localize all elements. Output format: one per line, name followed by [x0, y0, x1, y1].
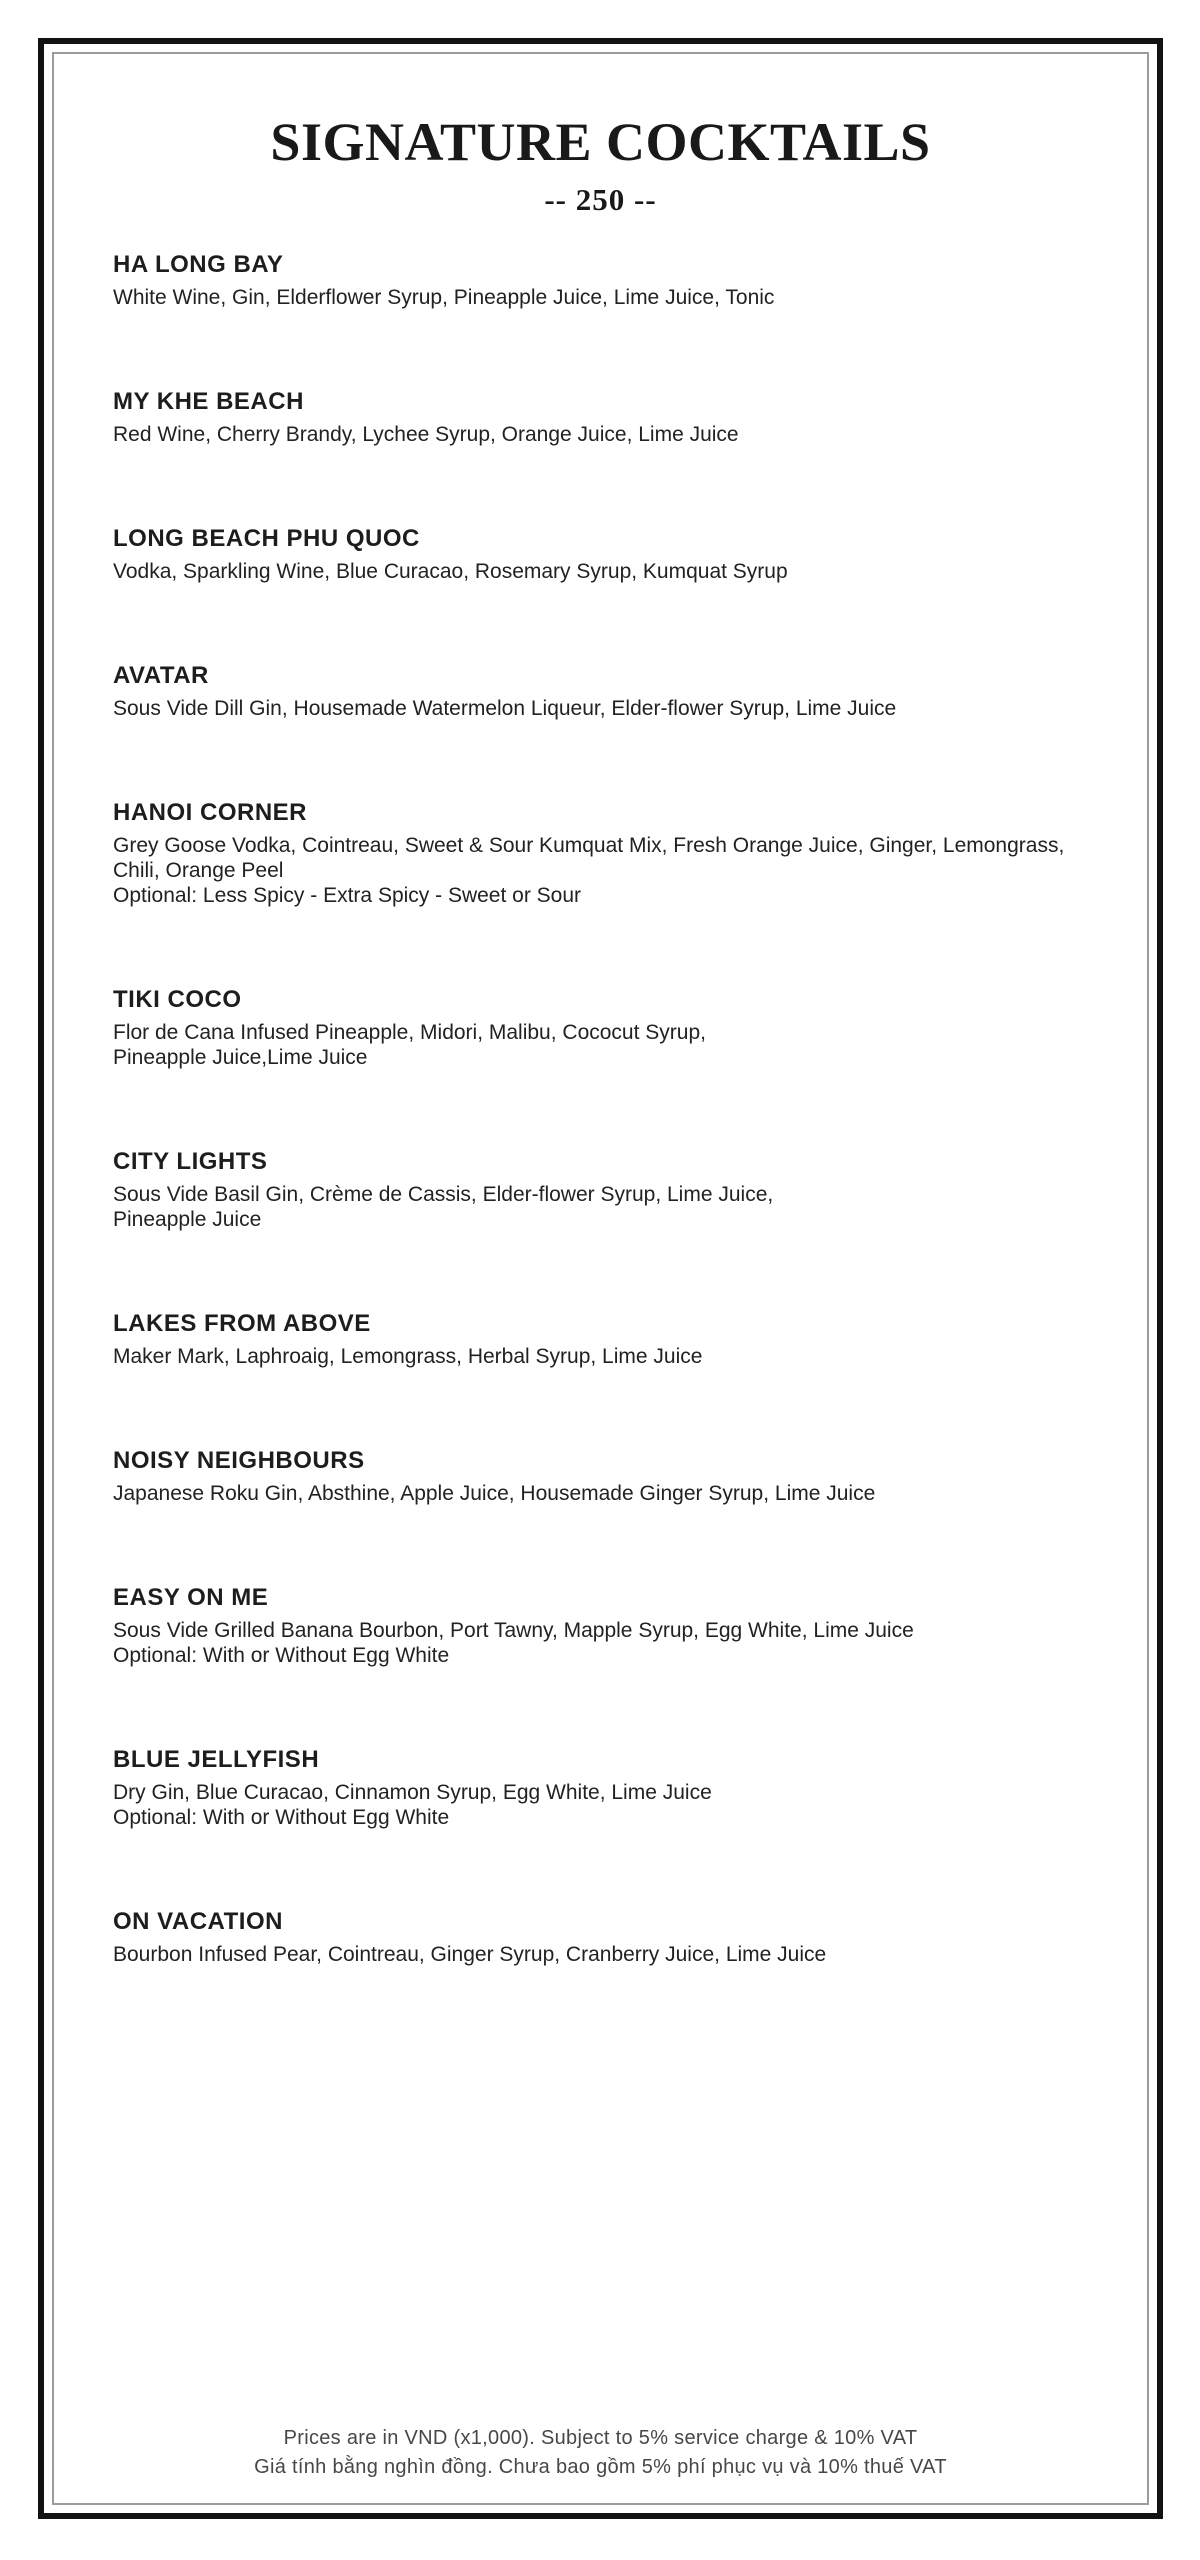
menu-item	[113, 388, 1105, 447]
item-name: ON VACATION	[113, 1907, 283, 1935]
footer-note-english: Prices are in VND (x1,000). Subject to 5% service charge & 10% VAT	[283, 2427, 918, 2449]
menu-item	[113, 525, 1105, 584]
item-ingredients-line: Maker Mark, Laphroaig, Lemongrass, Herbal Syrup, Lime Juice	[113, 1344, 703, 1368]
menu-item	[113, 662, 1105, 721]
menu-price: -- 250 --	[544, 181, 657, 217]
item-ingredients-line: Pineapple Juice,Lime Juice	[113, 1045, 368, 1069]
footer-note-vietnamese: Giá tính bằng nghìn đồng. Chưa bao gồm 5% phí phục vụ và 10% thuế VAT	[254, 2456, 947, 2478]
item-name: MY KHE BEACH	[113, 387, 304, 415]
item-description	[113, 422, 1105, 447]
item-ingredients-line: Red Wine, Cherry Brandy, Lychee Syrup, Orange Juice, Lime Juice	[113, 422, 739, 446]
menu-item	[113, 1148, 1105, 1232]
item-ingredients-line: Bourbon Infused Pear, Cointreau, Ginger Syrup, Cranberry Juice, Lime Juice	[113, 1942, 827, 1966]
item-name: HA LONG BAY	[113, 250, 284, 278]
menu-title: SIGNATURE COCKTAILS	[270, 112, 931, 172]
item-description	[113, 833, 1105, 908]
menu-item	[113, 1447, 1105, 1506]
item-name: BLUE JELLYFISH	[113, 1745, 320, 1773]
item-name: HANOI CORNER	[113, 798, 308, 826]
item-ingredients-line: Vodka, Sparkling Wine, Blue Curacao, Rosemary Syrup, Kumquat Syrup	[113, 559, 788, 583]
item-description	[113, 1618, 1105, 1668]
menu-footer	[54, 2423, 1147, 2483]
menu-items-list	[54, 251, 1147, 1967]
item-description	[113, 1942, 1105, 1967]
item-description	[113, 1020, 1105, 1070]
item-description	[113, 696, 1105, 721]
item-ingredients-line: Chili, Orange Peel	[113, 858, 284, 882]
item-ingredients-line: Optional: With or Without Egg White	[113, 1805, 450, 1829]
item-name: AVATAR	[113, 661, 209, 689]
item-ingredients-line: Sous Vide Dill Gin, Housemade Watermelon Liqueur, Elder-flower Syrup, Lime Juice	[113, 696, 897, 720]
item-description	[113, 285, 1105, 310]
item-ingredients-line: Flor de Cana Infused Pineapple, Midori, Malibu, Cococut Syrup,	[113, 1020, 706, 1044]
item-name: EASY ON ME	[113, 1583, 269, 1611]
item-ingredients-line: Sous Vide Grilled Banana Bourbon, Port Tawny, Mapple Syrup, Egg White, Lime Juice	[113, 1618, 914, 1642]
menu-item	[113, 1310, 1105, 1369]
item-name: LAKES FROM ABOVE	[113, 1309, 371, 1337]
item-description	[113, 1182, 1105, 1232]
item-description	[113, 559, 1105, 584]
menu-item	[113, 1908, 1105, 1967]
menu-item	[113, 986, 1105, 1070]
menu-item	[113, 799, 1105, 908]
item-ingredients-line: Pineapple Juice	[113, 1207, 262, 1231]
item-ingredients-line: Japanese Roku Gin, Absthine, Apple Juice, Housemade Ginger Syrup, Lime Juice	[113, 1481, 876, 1505]
item-description	[113, 1344, 1105, 1369]
item-ingredients-line: Optional: With or Without Egg White	[113, 1643, 450, 1667]
item-ingredients-line: White Wine, Gin, Elderflower Syrup, Pineapple Juice, Lime Juice, Tonic	[113, 285, 775, 309]
menu-inner-border	[52, 52, 1149, 2505]
item-ingredients-line: Grey Goose Vodka, Cointreau, Sweet & Sour Kumquat Mix, Fresh Orange Juice, Ginger, Lemongrass,	[113, 833, 1065, 857]
item-ingredients-line: Dry Gin, Blue Curacao, Cinnamon Syrup, Egg White, Lime Juice	[113, 1780, 712, 1804]
item-description	[113, 1780, 1105, 1830]
item-ingredients-line: Optional: Less Spicy - Extra Spicy - Sweet or Sour	[113, 883, 582, 907]
item-name: NOISY NEIGHBOURS	[113, 1446, 365, 1474]
item-name: TIKI COCO	[113, 985, 242, 1013]
item-name: CITY LIGHTS	[113, 1147, 268, 1175]
menu-outer-border	[38, 38, 1163, 2519]
menu-item	[113, 1746, 1105, 1830]
item-ingredients-line: Sous Vide Basil Gin, Crème de Cassis, Elder-flower Syrup, Lime Juice,	[113, 1182, 774, 1206]
menu-item	[113, 1584, 1105, 1668]
item-name: LONG BEACH PHU QUOC	[113, 524, 420, 552]
menu-header	[54, 110, 1147, 218]
menu-item	[113, 251, 1105, 310]
item-description	[113, 1481, 1105, 1506]
